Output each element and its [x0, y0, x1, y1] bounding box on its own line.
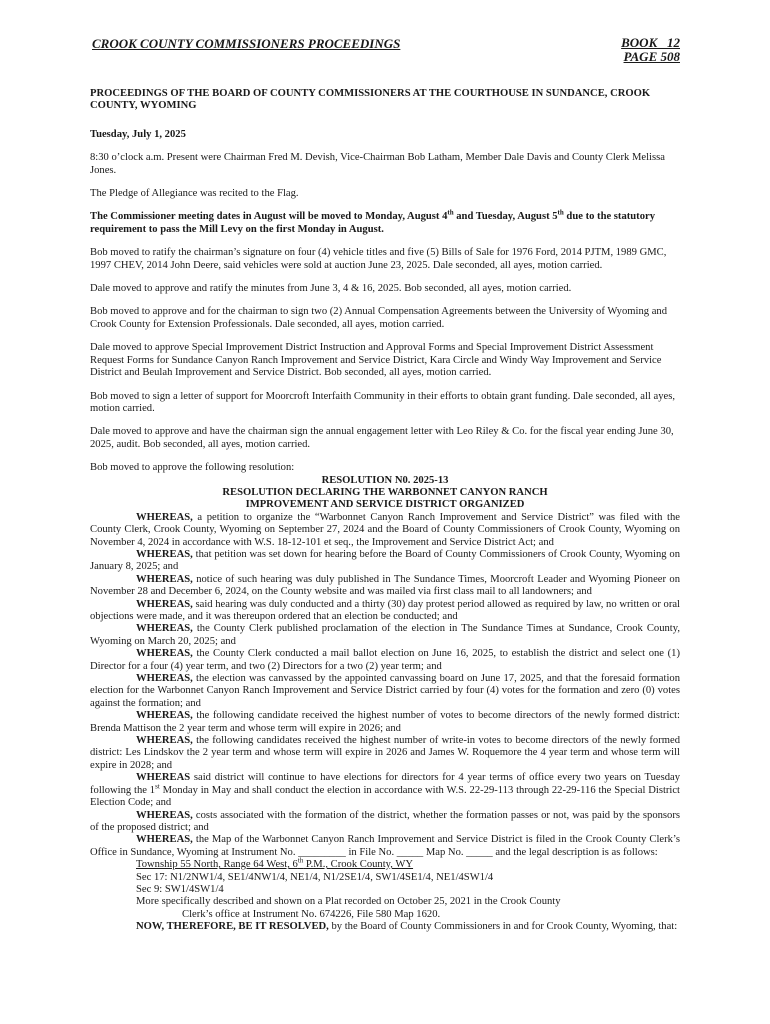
- whereas-clause: WHEREAS, the County Clerk conducted a mail ballot election on June 16, 2025, to establish the district and select one (1) Director for a four (4) year term, and two (2) Directors for a two (2) year term; and: [90, 648, 680, 672]
- motion-paragraph: Bob moved to approve and for the chairman to sign two (2) Annual Compensation Agreements between the University of Wyoming and Crook County for Extension Professionals. Dale seconded, all ayes, motion carried.: [90, 306, 667, 330]
- proceedings-heading: PROCEEDINGS OF THE BOARD OF COUNTY COMMISSIONERS AT THE COURTHOUSE IN SUNDANCE, CROOK COUNTY, WYOMING: [90, 88, 651, 112]
- attendance-paragraph: 8:30 o’clock a.m. Present were Chairman Fred M. Devish, Vice-Chairman Bob Latham, Member Dale Davis and County Clerk Melissa Jones.: [90, 152, 665, 176]
- whereas-clause: WHEREAS, the following candidate received the highest number of votes to become directors of the newly formed district: Brenda Mattison the 2 year term and whose term will expire in 2026; and: [90, 710, 680, 734]
- pledge-paragraph: The Pledge of Allegiance was recited to the Flag.: [90, 188, 299, 200]
- meeting-date-notice: The Commissioner meeting dates in August will be moved to Monday, August 4th and Tuesday, August 5th due to the statutory requirement to pass the Mill Levy on the first Monday in August.: [90, 208, 655, 235]
- township-line: Township 55 North, Range 64 West, 6th P.M., Crook County, WY: [136, 856, 414, 871]
- legal-description: [90, 856, 680, 921]
- whereas-clause: WHEREAS, a petition to organize the “Warbonnet Canyon Ranch Improvement and Service District” was filed with the County Clerk, Crook County, Wyoming on September 27, 2024 and the Board of County Commissioners of Crook County, Wyoming on November 4, 2024 in accordance with W.S. 18-12-101 et seq., the Improvement and Service District Act; and: [90, 511, 680, 548]
- motion-paragraph: Bob moved to ratify the chairman’s signature on four (4) vehicle titles and five (5) Bills of Sale for 1976 Ford, 2014 PJTM, 1989 GMC, 1997 CHEV, 2014 John Deere, said vehicles were sold at auction June 23, 2025. Dale seconded, all ayes, motion carried.: [90, 247, 667, 271]
- whereas-clause: WHEREAS, the Map of the Warbonnet Canyon Ranch Improvement and Service District is filed in the Crook County Clerk’s Office in Sundance, Wyoming at Instrument No. _________ in File No. _____ Map No. _____ and the legal description is as follows:: [90, 834, 680, 858]
- resolution-title-line: IMPROVEMENT AND SERVICE DISTRICT ORGANIZED: [245, 499, 525, 511]
- whereas-clause: WHEREAS, notice of such hearing was duly published in The Sundance Times, Moorcroft Leader and Wyoming Pioneer on November 28 and December 6, 2024, on the County website and was mailed via first class mail to all landowners; and: [90, 573, 680, 598]
- whereas-clause: WHEREAS, costs associated with the formation of the district, whether the formation passes or not, was paid by the sponsors of the proposed district; and: [90, 809, 680, 833]
- motion-paragraph: Dale moved to approve Special Improvement District Instruction and Approval Forms and Special Improvement District Assessment Request Forms for Sundance Canyon Ranch Improvement and Service District, Kara Circle and Windy Way Improvement and Service District and Beulah Improvement and Service District. Bob seconded, all ayes, motion carried.: [90, 342, 662, 379]
- whereas-clause: WHEREAS, the election was canvassed by the appointed canvassing board on June 17, 2025, and that the foresaid formation election for the Warbonnet Canyon Ranch Improvement and Service District carried by four (4) votes for the formation and zero (0) votes against the formation; and: [90, 673, 680, 709]
- plat-line: Clerk’s office at Instrument No. 674226, File 580 Map 1620.: [182, 908, 441, 920]
- whereas-clause: WHEREAS, the following candidates received the highest number of write-in votes to become directors of the newly formed district: Les Lindskov the 2 year term and whose term will expire in 2026 and James W. Roquemore the 4 year term and whose term will expire in 2028; and: [90, 735, 680, 771]
- section-9-line: Sec 9: SW1/4SW1/4: [136, 883, 224, 895]
- book-page-reference: [621, 36, 680, 64]
- resolution-number: RESOLUTION N0. 2025-13: [321, 474, 449, 486]
- whereas-clause: WHEREAS, the County Clerk published proclamation of the election in The Sundance Times at Sundance, Crook County, Wyoming on March 20, 2025; and: [90, 623, 680, 647]
- page-number: PAGE 508: [623, 49, 680, 64]
- resolution-title-line: RESOLUTION DECLARING THE WARBONNET CANYON RANCH: [222, 486, 548, 498]
- whereas-clause: WHEREAS, said hearing was duly conducted and a thirty (30) day protest period allowed as required by law, no written or oral objections were made, and it was thereupon ordered that an election be conducted; and: [90, 598, 680, 622]
- motion-paragraph: Dale moved to approve and ratify the minutes from June 3, 4 & 16, 2025. Bob seconded, all ayes, motion carried.: [90, 283, 572, 295]
- meeting-date: Tuesday, July 1, 2025: [90, 128, 186, 140]
- resolution-block: [90, 475, 680, 934]
- motion-paragraph: Bob moved to approve the following resolution:: [90, 462, 295, 474]
- document-page: [90, 36, 680, 934]
- resolved-clause: NOW, THEREFORE, BE IT RESOLVED, by the Board of County Commissioners in and for Crook County, Wyoming, that:: [136, 921, 678, 933]
- book-number: BOOK 12: [621, 35, 680, 50]
- section-17-line: Sec 17: N1/2NW1/4, SE1/4NW1/4, NE1/4, N1/2SE1/4, SW1/4SE1/4, NE1/4SW1/4: [136, 871, 494, 883]
- motion-paragraph: Dale moved to approve and have the chairman sign the annual engagement letter with Leo Riley & Co. for the fiscal year ending June 30, 2025, audit. Bob seconded, all ayes, motion carried.: [90, 426, 674, 450]
- whereas-clause: WHEREAS said district will continue to have elections for directors for 4 year terms of office every two years on Tuesday following the 1st Monday in May and shall conduct the election in accordance with W.S. 22-29-113 through 22-29-116 the Special District Election Code; and: [90, 772, 680, 809]
- whereas-clause: WHEREAS, that petition was set down for hearing before the Board of County Commissioners of Crook County, Wyoming on January 8, 2025; and: [90, 548, 680, 573]
- proceedings-title: CROOK COUNTY COMMISSIONERS PROCEEDINGS: [92, 36, 401, 51]
- page-header: [90, 36, 680, 66]
- plat-line: More specifically described and shown on a Plat recorded on October 25, 2021 in the Crook County: [136, 896, 561, 908]
- motion-paragraph: Bob moved to sign a letter of support for Moorcroft Interfaith Community in their efforts to obtain grant funding. Dale seconded, all ayes, motion carried.: [90, 390, 675, 414]
